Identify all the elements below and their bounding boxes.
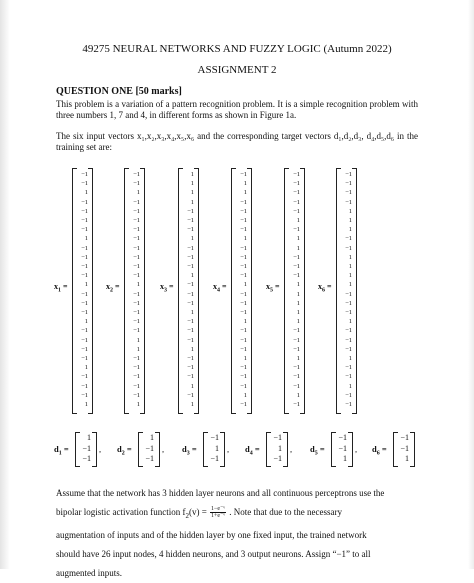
vector-entry: 1 xyxy=(84,235,88,243)
vector-entry: −1 xyxy=(240,217,247,225)
target-entry: −1 xyxy=(210,433,219,442)
vector-entry: −1 xyxy=(240,171,247,178)
vector-entry: −1 xyxy=(81,391,88,399)
vector-entry: −1 xyxy=(81,290,88,298)
vector-entry: −1 xyxy=(240,345,247,353)
vector-entry: 1 xyxy=(136,189,140,197)
vector-entry: 1 xyxy=(243,391,247,399)
target-vectors xyxy=(54,432,424,466)
right-bracket xyxy=(194,168,199,414)
vector-entry: −1 xyxy=(240,290,247,298)
vector-entry: −1 xyxy=(81,345,88,353)
vector-entry: 1 xyxy=(84,189,88,197)
vector-entry: −1 xyxy=(345,327,352,335)
right-bracket xyxy=(348,432,353,467)
target-entry: −1 xyxy=(400,433,409,442)
vector-entry: −1 xyxy=(133,327,140,335)
vector-entry: 1 xyxy=(190,171,194,178)
vector-entries xyxy=(126,170,140,409)
vector-entry: −1 xyxy=(133,217,140,225)
assumption-line-3: augmentation of inputs and of the hidden layer by one fixed input, the trained network xyxy=(56,529,367,540)
vector-entry: 1 xyxy=(348,253,352,261)
vector-entry: −1 xyxy=(81,373,88,381)
vector-entry: −1 xyxy=(240,309,247,317)
target-entry: −1 xyxy=(338,443,347,453)
vector-entry: −1 xyxy=(133,382,140,390)
target-entries xyxy=(268,433,282,465)
vector-entry: −1 xyxy=(187,327,194,335)
target-entries xyxy=(77,433,91,465)
vector-entries xyxy=(74,170,88,409)
vector-entry: 1 xyxy=(136,401,140,409)
target-entry: −1 xyxy=(82,454,91,463)
vector-entry: 1 xyxy=(190,180,194,188)
vector-entry: 1 xyxy=(136,281,140,289)
vector-entry: −1 xyxy=(133,198,140,206)
vector-entry: −1 xyxy=(293,364,300,372)
vector-entry: 1 xyxy=(348,217,352,225)
vector-entry: −1 xyxy=(293,382,300,390)
vector-entry: 1 xyxy=(348,382,352,390)
vector-entry: −1 xyxy=(81,198,88,206)
vector-entry: −1 xyxy=(187,290,194,298)
right-bracket xyxy=(155,432,160,467)
vector-entry: −1 xyxy=(293,253,300,261)
comma-separator: , xyxy=(290,444,293,454)
vector-entry: −1 xyxy=(293,336,300,344)
vector-entry: −1 xyxy=(187,355,194,363)
target-entry: 1 xyxy=(150,433,154,442)
question-heading: QUESTION ONE [50 marks] xyxy=(56,86,182,97)
right-bracket xyxy=(410,432,415,467)
vector-entry: −1 xyxy=(81,272,88,280)
assumption-line-1: Assume that the network has 3 hidden layer neurons and all continuous perceptrons use the xyxy=(56,488,385,498)
vector-entry: −1 xyxy=(345,345,352,353)
vector-entry: 1 xyxy=(348,226,352,234)
vector-entry: −1 xyxy=(240,263,247,271)
input-vector-label: $x_4$ = xyxy=(213,282,227,294)
vector-entry: −1 xyxy=(345,235,352,243)
vector-entry: −1 xyxy=(240,336,247,344)
assignment-title: ASSIGNMENT 2 xyxy=(197,64,277,76)
page-left-shadow xyxy=(0,0,10,569)
target-entry: −1 xyxy=(210,454,219,463)
vector-entry: 1 xyxy=(243,189,247,197)
vector-entry: −1 xyxy=(345,244,352,252)
vector-entry: −1 xyxy=(133,226,140,234)
vector-entries xyxy=(233,170,247,409)
target-vector-label: $d_1$ = xyxy=(54,444,69,457)
vector-entry: −1 xyxy=(345,171,352,178)
vector-entry: −1 xyxy=(187,373,194,381)
vector-entry: −1 xyxy=(240,364,247,372)
course-title: 49275 NEURAL NETWORKS AND FUZZY LOGIC (Autumn 2022) xyxy=(82,43,392,55)
vector-entry: 1 xyxy=(348,207,352,215)
vector-entry: −1 xyxy=(240,327,247,335)
vector-entry: 1 xyxy=(190,189,194,197)
vector-entry: 1 xyxy=(296,244,300,252)
vector-entry: −1 xyxy=(133,235,140,243)
vector-entry: 1 xyxy=(136,336,140,344)
vector-entry: 1 xyxy=(190,198,194,206)
target-vector-label: $d_4$ = xyxy=(245,444,260,457)
vector-entry: −1 xyxy=(81,171,88,178)
target-vector-label: $d_3$ = xyxy=(182,444,197,457)
target-entry: 1 xyxy=(405,454,409,463)
vector-entry: −1 xyxy=(81,263,88,271)
vector-entry: 1 xyxy=(348,318,352,326)
vector-entry: 1 xyxy=(296,217,300,225)
vector-entry: −1 xyxy=(133,244,140,252)
vector-entry: −1 xyxy=(187,226,194,234)
vector-entry: −1 xyxy=(133,207,140,215)
vector-entry: 1 xyxy=(190,235,194,243)
vector-entry: −1 xyxy=(345,189,352,197)
vector-entries xyxy=(338,170,352,409)
page-right-shadow xyxy=(468,0,474,569)
target-entries xyxy=(140,433,154,465)
input-vector-label: $x_2$ = xyxy=(106,282,120,294)
vector-entry: 1 xyxy=(84,364,88,372)
vector-entry: 1 xyxy=(296,391,300,399)
vector-entry: 1 xyxy=(190,382,194,390)
vector-entry: −1 xyxy=(81,207,88,215)
right-bracket xyxy=(92,432,97,467)
right-bracket xyxy=(247,168,252,414)
vector-entry: −1 xyxy=(293,226,300,234)
vector-entry: −1 xyxy=(240,272,247,280)
vector-entry: −1 xyxy=(81,217,88,225)
activation-subscript: 2 xyxy=(185,511,189,520)
vector-entries xyxy=(180,170,194,409)
target-vector-label: $d_6$ = xyxy=(372,444,387,457)
vector-entry: −1 xyxy=(240,198,247,206)
vector-entry: −1 xyxy=(81,355,88,363)
vector-entry: −1 xyxy=(345,401,352,409)
activation-text: bipolar logistic activation function f xyxy=(56,507,186,517)
vector-entry: 1 xyxy=(296,290,300,298)
comma-separator: , xyxy=(355,444,358,454)
vector-entry: −1 xyxy=(293,207,300,215)
vector-entry: −1 xyxy=(293,180,300,188)
vector-entry: −1 xyxy=(133,171,140,178)
vector-entry: −1 xyxy=(81,226,88,234)
vector-entry: 1 xyxy=(84,281,88,289)
vector-entry: 1 xyxy=(296,318,300,326)
vector-entry: −1 xyxy=(240,373,247,381)
vector-entry: −1 xyxy=(133,318,140,326)
assumption-line-2 xyxy=(56,503,418,526)
vector-entry: −1 xyxy=(293,189,300,197)
vector-entry: 1 xyxy=(296,235,300,243)
activation-note: . Note that due to the necessary xyxy=(229,507,342,517)
vector-entry: −1 xyxy=(240,382,247,390)
vector-entry: −1 xyxy=(187,281,194,289)
assumption-paragraph xyxy=(56,484,418,583)
vector-entry: 1 xyxy=(243,318,247,326)
vector-entry: −1 xyxy=(133,309,140,317)
vector-entry: 1 xyxy=(348,263,352,271)
vector-entry: −1 xyxy=(345,336,352,344)
vector-entry: 1 xyxy=(296,355,300,363)
input-vector-label: $x_5$ = xyxy=(266,282,280,294)
vector-entry: 1 xyxy=(243,180,247,188)
right-bracket xyxy=(88,168,93,414)
vector-entry: 1 xyxy=(243,281,247,289)
target-entries xyxy=(333,433,347,465)
vector-entry: −1 xyxy=(187,391,194,399)
fraction-numerator: 1−e⁻ᵛ xyxy=(211,506,226,513)
vector-entry: 1 xyxy=(190,272,194,280)
target-entry: 1 xyxy=(87,433,91,442)
vector-entry: −1 xyxy=(187,263,194,271)
vector-entry: 1 xyxy=(296,299,300,307)
vector-entry: −1 xyxy=(345,364,352,372)
vector-entry: 1 xyxy=(190,345,194,353)
target-vector-label: $d_2$ = xyxy=(117,444,132,457)
assumption-line-5: augmented inputs. xyxy=(56,567,122,578)
input-vector-label: $x_1$ = xyxy=(54,282,68,294)
vector-entry: −1 xyxy=(81,244,88,252)
target-entry: −1 xyxy=(273,433,282,442)
vector-entry: −1 xyxy=(293,272,300,280)
vector-entry: −1 xyxy=(240,244,247,252)
vector-entry: 1 xyxy=(84,401,88,409)
vector-entry: −1 xyxy=(293,401,300,409)
vector-entry: −1 xyxy=(187,299,194,307)
right-bracket xyxy=(352,168,357,414)
vector-entry: −1 xyxy=(345,391,352,399)
vector-entry: −1 xyxy=(345,290,352,298)
vector-entry: −1 xyxy=(133,373,140,381)
fraction-denominator: 1+e⁻ᵛ xyxy=(211,513,226,520)
vector-entry: −1 xyxy=(187,364,194,372)
activation-variable: (v) = xyxy=(188,507,207,517)
vector-entry: −1 xyxy=(345,309,352,317)
vector-entry: −1 xyxy=(133,263,140,271)
target-entries xyxy=(205,433,219,465)
vector-entry: 1 xyxy=(190,401,194,409)
vector-entry: −1 xyxy=(240,299,247,307)
vector-entry: −1 xyxy=(133,272,140,280)
vector-entry: −1 xyxy=(293,373,300,381)
vector-entry: −1 xyxy=(133,290,140,298)
vector-entry: −1 xyxy=(133,364,140,372)
vector-entry: −1 xyxy=(187,244,194,252)
comma-separator: , xyxy=(227,444,230,454)
vector-entry: −1 xyxy=(345,299,352,307)
activation-fraction xyxy=(210,506,226,519)
input-vector-label: $x_6$ = xyxy=(318,282,332,294)
comma-separator: , xyxy=(99,444,102,454)
right-bracket xyxy=(140,168,145,414)
vector-entry: 1 xyxy=(348,355,352,363)
vector-entry: −1 xyxy=(81,336,88,344)
vector-entry: −1 xyxy=(187,318,194,326)
vector-entry: 1 xyxy=(296,309,300,317)
vector-entry: −1 xyxy=(133,180,140,188)
vector-entry: −1 xyxy=(187,217,194,225)
right-bracket xyxy=(300,168,305,414)
vector-entry: −1 xyxy=(187,336,194,344)
vector-entries xyxy=(286,170,300,409)
vector-entry: 1 xyxy=(348,272,352,280)
target-entry: −1 xyxy=(400,443,409,453)
target-entry: −1 xyxy=(145,454,154,463)
vector-entry: −1 xyxy=(187,253,194,261)
target-entries xyxy=(395,433,409,465)
vector-entry: −1 xyxy=(133,391,140,399)
target-vector-label: $d_5$ = xyxy=(310,444,325,457)
vector-entry: 1 xyxy=(190,309,194,317)
assumption-line-4: should have 26 input nodes, 4 hidden neurons, and 3 output neurons. Assign “−1” to all xyxy=(56,548,371,559)
vector-entry: −1 xyxy=(293,171,300,178)
vector-entry: 1 xyxy=(243,235,247,243)
vector-entry: −1 xyxy=(81,382,88,390)
vector-entry: −1 xyxy=(345,198,352,206)
vector-entry: 1 xyxy=(243,355,247,363)
vector-entry: −1 xyxy=(293,198,300,206)
training-set-intro: The six input vectors x₁,x₂,x₃,x₄,x₅,x₆ and the corresponding target vectors d₁,d₂,d₃, d₄,d₅,d₆ in the training set are: xyxy=(56,131,418,152)
target-entry: −1 xyxy=(82,443,91,453)
vector-entry: −1 xyxy=(133,299,140,307)
vector-entry: −1 xyxy=(293,345,300,353)
input-vector-label: $x_3$ = xyxy=(160,282,174,294)
vector-entry: 1 xyxy=(84,318,88,326)
vector-entry: −1 xyxy=(345,180,352,188)
vector-entry: −1 xyxy=(240,253,247,261)
vector-entry: −1 xyxy=(240,226,247,234)
target-entry: 1 xyxy=(215,443,219,453)
vector-entry: 1 xyxy=(348,281,352,289)
vector-entry: −1 xyxy=(345,373,352,381)
vector-entry: −1 xyxy=(81,299,88,307)
vector-entry: −1 xyxy=(240,207,247,215)
vector-entry: −1 xyxy=(133,355,140,363)
target-entry: 1 xyxy=(343,454,347,463)
right-bracket xyxy=(220,432,225,467)
vector-entry: 1 xyxy=(296,281,300,289)
target-entry: −1 xyxy=(273,454,282,463)
target-entry: −1 xyxy=(145,443,154,453)
vector-entry: −1 xyxy=(81,253,88,261)
vector-entry: −1 xyxy=(293,263,300,271)
vector-entry: −1 xyxy=(81,309,88,317)
comma-separator: , xyxy=(162,444,165,454)
vector-entry: 1 xyxy=(136,345,140,353)
vector-entry: −1 xyxy=(293,327,300,335)
vector-entry: −1 xyxy=(240,401,247,409)
vector-entry: −1 xyxy=(133,253,140,261)
right-bracket xyxy=(283,432,288,467)
question-intro: This problem is a variation of a pattern recognition problem. It is a simple recognition problem with three numbers 1, 7 and 4, in different forms as shown in Figure 1a. xyxy=(56,99,418,120)
vector-entry: −1 xyxy=(187,207,194,215)
target-entry: −1 xyxy=(338,433,347,442)
vector-entry: −1 xyxy=(81,327,88,335)
target-entry: 1 xyxy=(278,443,282,453)
vector-entry: −1 xyxy=(81,180,88,188)
